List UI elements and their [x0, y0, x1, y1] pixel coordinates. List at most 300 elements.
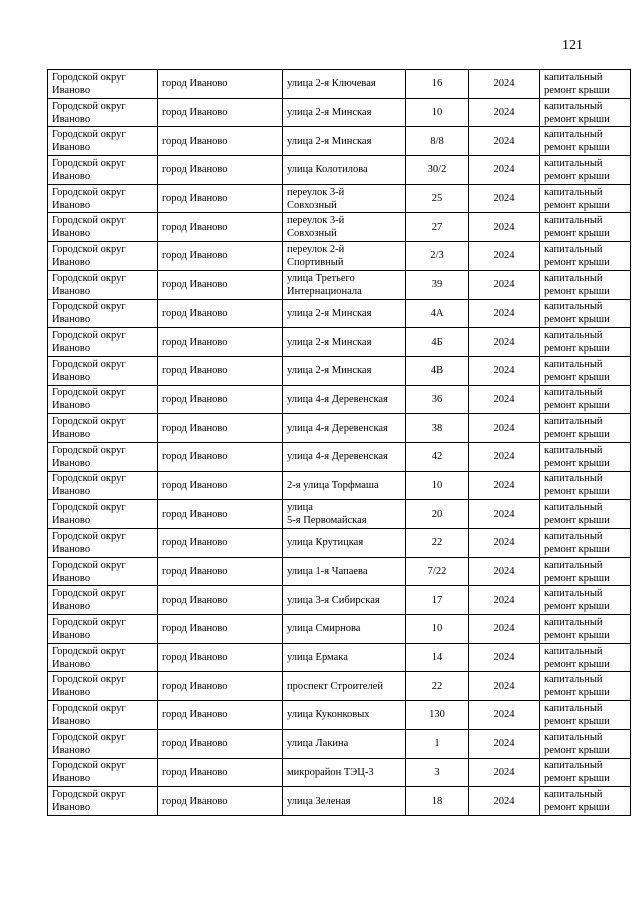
municipality-cell — [48, 701, 158, 730]
locality-cell-text: город Иваново — [162, 709, 228, 721]
municipality-cell — [48, 442, 158, 471]
municipality-cell-text: Городской округ Иваново — [52, 301, 126, 326]
locality-cell — [158, 529, 283, 558]
house-number-cell-text: 17 — [431, 594, 443, 606]
locality-cell-text: город Иваново — [162, 623, 228, 635]
year-cell-text: 2024 — [493, 709, 515, 721]
year-cell-text: 2024 — [493, 365, 515, 377]
municipality-cell — [48, 242, 158, 271]
municipality-cell-text: Городской округ Иваново — [52, 387, 126, 412]
year-cell-text: 2024 — [493, 393, 515, 405]
work-type-cell-text: капитальный ремонт крыши — [544, 760, 610, 785]
street-cell-text: улица 2-я Минская — [287, 365, 372, 377]
table-row — [48, 242, 631, 271]
work-type-cell — [540, 729, 631, 758]
year-cell-text: 2024 — [493, 652, 515, 664]
house-number-cell-text: 20 — [431, 508, 443, 520]
municipality-cell — [48, 529, 158, 558]
locality-cell — [158, 242, 283, 271]
house-number-cell — [406, 414, 469, 443]
work-type-cell-text: капитальный ремонт крыши — [544, 731, 610, 756]
locality-cell-text: город Иваново — [162, 652, 228, 664]
street-cell — [283, 787, 406, 816]
table-row — [48, 270, 631, 299]
municipality-cell-text: Городской округ Иваново — [52, 674, 126, 699]
house-number-cell — [406, 615, 469, 644]
year-cell-text: 2024 — [493, 566, 515, 578]
municipality-cell-text: Городской округ Иваново — [52, 760, 126, 785]
work-type-cell-text: капитальный ремонт крыши — [544, 530, 610, 555]
year-cell-text: 2024 — [493, 107, 515, 119]
house-number-cell-text: 4В — [430, 365, 444, 377]
street-cell — [283, 442, 406, 471]
year-cell — [469, 557, 540, 586]
table-row — [48, 529, 631, 558]
year-cell — [469, 328, 540, 357]
street-cell — [283, 242, 406, 271]
work-type-cell — [540, 672, 631, 701]
year-cell — [469, 787, 540, 816]
street-cell — [283, 299, 406, 328]
year-cell-text: 2024 — [493, 422, 515, 434]
locality-cell-text: город Иваново — [162, 537, 228, 549]
municipality-cell-text: Городской округ Иваново — [52, 444, 126, 469]
table-row — [48, 385, 631, 414]
table-row — [48, 701, 631, 730]
locality-cell-text: город Иваново — [162, 107, 228, 119]
work-type-cell-text: капитальный ремонт крыши — [544, 559, 610, 584]
year-cell-text: 2024 — [493, 537, 515, 549]
municipality-cell — [48, 156, 158, 185]
table-row — [48, 672, 631, 701]
street-cell-text: улица 1-я Чапаева — [287, 566, 368, 578]
street-cell-text: улица 4-я Деревенская — [287, 422, 388, 434]
house-number-cell — [406, 385, 469, 414]
municipality-cell-text: Городской округ Иваново — [52, 616, 126, 641]
house-number-cell-text: 38 — [431, 422, 443, 434]
locality-cell-text: город Иваново — [162, 365, 228, 377]
table-row — [48, 98, 631, 127]
year-cell-text: 2024 — [493, 250, 515, 262]
year-cell — [469, 299, 540, 328]
house-number-cell-text: 10 — [431, 107, 443, 119]
house-number-cell — [406, 471, 469, 500]
year-cell — [469, 442, 540, 471]
year-cell-text: 2024 — [493, 680, 515, 692]
locality-cell — [158, 299, 283, 328]
house-number-cell-text: 42 — [431, 451, 443, 463]
municipality-cell-text: Городской округ Иваново — [52, 789, 126, 814]
municipality-cell-text: Городской округ Иваново — [52, 71, 126, 96]
house-number-cell — [406, 328, 469, 357]
table-body — [48, 70, 631, 816]
municipality-cell — [48, 213, 158, 242]
municipality-cell — [48, 356, 158, 385]
year-cell — [469, 672, 540, 701]
work-type-cell-text: капитальный ремонт крыши — [544, 129, 610, 154]
work-type-cell — [540, 328, 631, 357]
street-cell-text: улица Куконковых — [287, 709, 370, 721]
table-row — [48, 471, 631, 500]
house-number-cell-text: 10 — [431, 479, 443, 491]
house-number-cell — [406, 586, 469, 615]
municipality-cell-text: Городской округ Иваново — [52, 358, 126, 383]
municipality-cell — [48, 299, 158, 328]
work-type-cell-text: капитальный ремонт крыши — [544, 616, 610, 641]
house-number-cell — [406, 127, 469, 156]
work-type-cell-text: капитальный ремонт крыши — [544, 588, 610, 613]
work-type-cell-text: капитальный ремонт крыши — [544, 330, 610, 355]
street-cell-text: микрорайон ТЭЦ-3 — [287, 766, 374, 778]
municipality-cell — [48, 586, 158, 615]
municipality-cell — [48, 70, 158, 99]
year-cell — [469, 615, 540, 644]
year-cell — [469, 586, 540, 615]
table-row — [48, 299, 631, 328]
year-cell-text: 2024 — [493, 164, 515, 176]
street-cell-text: улица Колотилова — [287, 164, 368, 176]
locality-cell-text: город Иваново — [162, 279, 228, 291]
locality-cell — [158, 643, 283, 672]
locality-cell — [158, 586, 283, 615]
street-cell-text: улица Третьего Интернационала — [287, 272, 362, 297]
house-number-cell-text: 8/8 — [430, 135, 444, 147]
house-number-cell — [406, 729, 469, 758]
house-number-cell — [406, 299, 469, 328]
year-cell — [469, 643, 540, 672]
year-cell — [469, 242, 540, 271]
work-type-cell-text: капитальный ремонт крыши — [544, 358, 610, 383]
municipality-cell-text: Городской округ Иваново — [52, 502, 126, 527]
municipality-cell-text: Городской округ Иваново — [52, 559, 126, 584]
table-row — [48, 356, 631, 385]
house-number-cell — [406, 500, 469, 529]
street-cell — [283, 270, 406, 299]
locality-cell — [158, 385, 283, 414]
house-number-cell-text: 130 — [429, 709, 445, 721]
year-cell-text: 2024 — [493, 135, 515, 147]
street-cell — [283, 471, 406, 500]
street-cell-text: переулок 3-й Совхозный — [287, 186, 345, 211]
table-row — [48, 156, 631, 185]
house-number-cell — [406, 643, 469, 672]
house-number-cell — [406, 787, 469, 816]
locality-cell — [158, 442, 283, 471]
house-number-cell-text: 4Б — [431, 336, 443, 348]
work-type-cell-text: капитальный ремонт крыши — [544, 301, 610, 326]
year-cell — [469, 156, 540, 185]
locality-cell — [158, 356, 283, 385]
year-cell-text: 2024 — [493, 738, 515, 750]
municipality-cell — [48, 729, 158, 758]
year-cell-text: 2024 — [493, 508, 515, 520]
street-cell — [283, 356, 406, 385]
locality-cell-text: город Иваново — [162, 738, 228, 750]
locality-cell-text: город Иваново — [162, 336, 228, 348]
table-row — [48, 328, 631, 357]
street-cell-text: улица 2-я Минская — [287, 336, 372, 348]
work-type-cell — [540, 787, 631, 816]
municipality-cell-text: Городской округ Иваново — [52, 243, 126, 268]
year-cell — [469, 701, 540, 730]
year-cell-text: 2024 — [493, 193, 515, 205]
year-cell — [469, 356, 540, 385]
work-type-cell-text: капитальный ремонт крыши — [544, 387, 610, 412]
work-type-cell — [540, 270, 631, 299]
street-cell-text: улица 5-я Первомайская — [287, 502, 367, 527]
street-cell-text: улица 2-я Минская — [287, 307, 372, 319]
work-type-cell — [540, 442, 631, 471]
municipality-cell-text: Городской округ Иваново — [52, 186, 126, 211]
municipality-cell-text: Городской округ Иваново — [52, 100, 126, 125]
municipality-cell — [48, 500, 158, 529]
street-cell — [283, 156, 406, 185]
house-number-cell-text: 4А — [430, 307, 444, 319]
municipality-cell-text: Городской округ Иваново — [52, 215, 126, 240]
table-row — [48, 184, 631, 213]
year-cell — [469, 758, 540, 787]
municipality-cell — [48, 328, 158, 357]
street-cell — [283, 213, 406, 242]
locality-cell — [158, 758, 283, 787]
house-number-cell-text: 3 — [434, 766, 440, 778]
locality-cell — [158, 184, 283, 213]
year-cell-text: 2024 — [493, 479, 515, 491]
year-cell — [469, 414, 540, 443]
work-type-cell — [540, 98, 631, 127]
street-cell-text: улица Крутицкая — [287, 537, 364, 549]
street-cell-text: улица Смирнова — [287, 623, 361, 635]
municipality-cell-text: Городской округ Иваново — [52, 330, 126, 355]
municipality-cell-text: Городской округ Иваново — [52, 588, 126, 613]
municipality-cell — [48, 557, 158, 586]
municipality-cell-text: Городской округ Иваново — [52, 530, 126, 555]
house-number-cell-text: 16 — [431, 78, 443, 90]
locality-cell-text: город Иваново — [162, 566, 228, 578]
locality-cell-text: город Иваново — [162, 164, 228, 176]
locality-cell-text: город Иваново — [162, 766, 228, 778]
street-cell-text: улица Ермака — [287, 652, 348, 664]
year-cell-text: 2024 — [493, 451, 515, 463]
house-number-cell-text: 39 — [431, 279, 443, 291]
work-type-cell — [540, 500, 631, 529]
work-type-cell-text: капитальный ремонт крыши — [544, 502, 610, 527]
work-type-cell — [540, 586, 631, 615]
house-number-cell — [406, 672, 469, 701]
locality-cell-text: город Иваново — [162, 135, 228, 147]
house-number-cell-text: 14 — [431, 652, 443, 664]
locality-cell — [158, 787, 283, 816]
house-number-cell — [406, 98, 469, 127]
street-cell — [283, 328, 406, 357]
municipality-cell — [48, 98, 158, 127]
locality-cell — [158, 328, 283, 357]
work-type-cell — [540, 242, 631, 271]
house-number-cell — [406, 213, 469, 242]
year-cell — [469, 529, 540, 558]
street-cell-text: улица 4-я Деревенская — [287, 393, 388, 405]
street-cell-text: улица 3-я Сибирская — [287, 594, 380, 606]
house-number-cell-text: 22 — [431, 537, 443, 549]
locality-cell — [158, 729, 283, 758]
street-cell-text: улица 2-я Минская — [287, 107, 372, 119]
work-type-cell — [540, 70, 631, 99]
street-cell — [283, 557, 406, 586]
year-cell — [469, 729, 540, 758]
work-type-cell-text: капитальный ремонт крыши — [544, 674, 610, 699]
work-type-cell-text: капитальный ремонт крыши — [544, 243, 610, 268]
year-cell — [469, 70, 540, 99]
municipality-cell-text: Городской округ Иваново — [52, 129, 126, 154]
locality-cell-text: город Иваново — [162, 250, 228, 262]
work-type-cell — [540, 385, 631, 414]
house-number-cell-text: 25 — [431, 193, 443, 205]
year-cell — [469, 184, 540, 213]
work-type-cell — [540, 127, 631, 156]
locality-cell-text: город Иваново — [162, 795, 228, 807]
locality-cell — [158, 156, 283, 185]
locality-cell — [158, 127, 283, 156]
street-cell — [283, 643, 406, 672]
house-number-cell — [406, 356, 469, 385]
house-number-cell — [406, 557, 469, 586]
street-cell — [283, 586, 406, 615]
page-number: 121 — [562, 38, 583, 53]
house-number-cell — [406, 758, 469, 787]
locality-cell-text: город Иваново — [162, 393, 228, 405]
street-cell — [283, 70, 406, 99]
street-cell — [283, 385, 406, 414]
work-type-cell — [540, 471, 631, 500]
year-cell-text: 2024 — [493, 221, 515, 233]
work-type-cell — [540, 557, 631, 586]
house-number-cell-text: 2/3 — [430, 250, 444, 262]
work-type-cell — [540, 701, 631, 730]
work-type-cell-text: капитальный ремонт крыши — [544, 157, 610, 182]
table-row — [48, 643, 631, 672]
municipality-cell-text: Городской округ Иваново — [52, 473, 126, 498]
street-cell — [283, 127, 406, 156]
work-type-cell — [540, 529, 631, 558]
year-cell — [469, 385, 540, 414]
work-type-cell — [540, 643, 631, 672]
locality-cell-text: город Иваново — [162, 78, 228, 90]
street-cell — [283, 184, 406, 213]
table-row — [48, 414, 631, 443]
table-row — [48, 557, 631, 586]
table-row — [48, 758, 631, 787]
municipality-cell-text: Городской округ Иваново — [52, 645, 126, 670]
year-cell-text: 2024 — [493, 336, 515, 348]
work-type-cell — [540, 615, 631, 644]
locality-cell — [158, 672, 283, 701]
street-cell-text: улица 2-я Ключевая — [287, 78, 376, 90]
house-number-cell-text: 1 — [434, 738, 440, 750]
street-cell — [283, 701, 406, 730]
street-cell — [283, 98, 406, 127]
work-type-cell-text: капитальный ремонт крыши — [544, 702, 610, 727]
work-type-cell-text: капитальный ремонт крыши — [544, 789, 610, 814]
street-cell-text: улица Лакина — [287, 738, 349, 750]
street-cell-text: улица Зеленая — [287, 795, 351, 807]
work-type-cell — [540, 299, 631, 328]
locality-cell — [158, 557, 283, 586]
locality-cell-text: город Иваново — [162, 221, 228, 233]
house-number-cell — [406, 442, 469, 471]
municipality-cell — [48, 414, 158, 443]
year-cell-text: 2024 — [493, 766, 515, 778]
work-type-cell-text: капитальный ремонт крыши — [544, 473, 610, 498]
locality-cell-text: город Иваново — [162, 508, 228, 520]
work-type-cell-text: капитальный ремонт крыши — [544, 100, 610, 125]
house-number-cell — [406, 156, 469, 185]
street-cell-text: проспект Строителей — [287, 680, 383, 692]
work-type-cell — [540, 758, 631, 787]
year-cell — [469, 213, 540, 242]
year-cell-text: 2024 — [493, 307, 515, 319]
year-cell-text: 2024 — [493, 623, 515, 635]
street-cell-text: переулок 2-й Спортивный — [287, 243, 345, 268]
street-cell-text: 2-я улица Торфмаша — [287, 479, 379, 491]
table-row — [48, 729, 631, 758]
street-cell-text: улица 2-я Минская — [287, 135, 372, 147]
locality-cell — [158, 701, 283, 730]
municipality-cell — [48, 184, 158, 213]
locality-cell — [158, 471, 283, 500]
street-cell — [283, 500, 406, 529]
work-type-cell-text: капитальный ремонт крыши — [544, 71, 610, 96]
year-cell-text: 2024 — [493, 78, 515, 90]
street-cell — [283, 529, 406, 558]
table-row — [48, 213, 631, 242]
work-type-cell-text: капитальный ремонт крыши — [544, 186, 610, 211]
house-number-cell — [406, 529, 469, 558]
work-type-cell-text: капитальный ремонт крыши — [544, 272, 610, 297]
street-cell-text: улица 4-я Деревенская — [287, 451, 388, 463]
table-row — [48, 127, 631, 156]
year-cell — [469, 500, 540, 529]
year-cell — [469, 471, 540, 500]
municipality-cell — [48, 127, 158, 156]
municipality-cell-text: Городской округ Иваново — [52, 416, 126, 441]
municipality-cell-text: Городской округ Иваново — [52, 272, 126, 297]
municipality-cell — [48, 672, 158, 701]
locality-cell — [158, 98, 283, 127]
work-type-cell-text: капитальный ремонт крыши — [544, 645, 610, 670]
house-number-cell-text: 18 — [431, 795, 443, 807]
locality-cell-text: город Иваново — [162, 479, 228, 491]
street-cell — [283, 758, 406, 787]
locality-cell-text: город Иваново — [162, 422, 228, 434]
house-number-cell-text: 7/22 — [427, 566, 447, 578]
street-cell — [283, 729, 406, 758]
municipality-cell — [48, 615, 158, 644]
street-cell-text: переулок 3-й Совхозный — [287, 215, 345, 240]
municipality-cell-text: Городской округ Иваново — [52, 731, 126, 756]
municipality-cell — [48, 643, 158, 672]
table-row — [48, 586, 631, 615]
year-cell-text: 2024 — [493, 279, 515, 291]
work-type-cell — [540, 356, 631, 385]
locality-cell-text: город Иваново — [162, 451, 228, 463]
locality-cell — [158, 70, 283, 99]
locality-cell — [158, 270, 283, 299]
repair-schedule-table — [47, 69, 631, 816]
locality-cell — [158, 500, 283, 529]
work-type-cell — [540, 156, 631, 185]
work-type-cell-text: капитальный ремонт крыши — [544, 416, 610, 441]
municipality-cell — [48, 385, 158, 414]
